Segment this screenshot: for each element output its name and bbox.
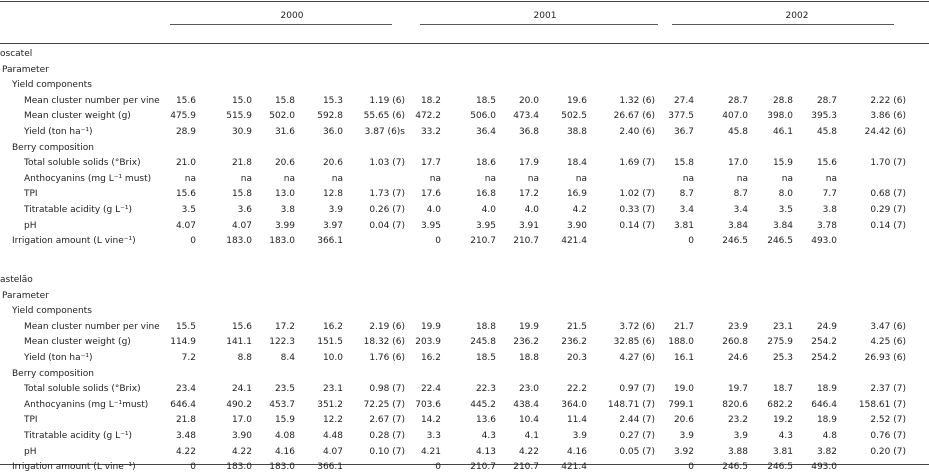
table-cell: 0.68 (7) <box>870 189 906 200</box>
table-cell: 19.0 <box>673 384 694 395</box>
table-cell: 3.97 <box>322 220 343 231</box>
table-cell: na <box>682 173 694 184</box>
table-cell: 3.84 <box>727 220 748 231</box>
table-cell: 15.9 <box>772 158 793 169</box>
table-cell: 3.5 <box>181 205 196 215</box>
row-label: Mean cluster weight (g) <box>24 337 131 348</box>
table-cell: 4.22 <box>518 446 539 457</box>
table-cell: 15.8 <box>274 95 295 106</box>
table-cell: 0.05 (7) <box>619 446 655 457</box>
table-cell: 183.0 <box>226 462 252 473</box>
table-cell: 4.13 <box>475 446 496 457</box>
table-cell: 19.6 <box>566 95 587 106</box>
table-cell: 445.2 <box>470 399 496 410</box>
table-cell: 18.9 <box>816 415 837 426</box>
table-cell: 24.6 <box>727 353 748 363</box>
table-cell: 0.20 (7) <box>870 446 906 457</box>
table-cell: 398.0 <box>767 111 793 122</box>
table-cell: 19.9 <box>420 321 441 332</box>
table-cell: 472.2 <box>415 111 441 122</box>
table-cell: 8.7 <box>733 189 748 200</box>
header-rule <box>0 43 929 44</box>
row-label: TPI <box>24 189 38 200</box>
table-cell: 16.2 <box>322 321 343 332</box>
table-cell: 4.22 <box>231 446 252 457</box>
table-cell: 72.25 (7) <box>363 399 405 410</box>
table-cell: 592.8 <box>317 111 343 122</box>
row-label: Total soluble solids (°Brix) <box>24 384 141 395</box>
table-cell: 25.3 <box>772 353 793 363</box>
table-cell: na <box>184 173 196 184</box>
table-cell: 31.6 <box>274 127 295 137</box>
table-cell: 45.8 <box>816 127 837 137</box>
table-cell: 21.5 <box>566 321 587 332</box>
table-cell: na <box>736 173 748 184</box>
table-cell: 246.5 <box>722 236 748 247</box>
table-cell: 3.8 <box>280 205 295 215</box>
table-cell: 475.9 <box>170 111 196 122</box>
table-cell: 8.4 <box>280 353 295 363</box>
table-cell: 210.7 <box>513 236 539 247</box>
table-cell: 8.0 <box>778 189 793 200</box>
table-cell: 15.6 <box>175 189 196 200</box>
table-cell: 22.2 <box>566 384 587 395</box>
table-cell: 0.26 (7) <box>369 205 405 215</box>
parameter-label: Parameter <box>2 290 49 301</box>
table-cell: 12.2 <box>322 415 343 426</box>
table-cell: 236.2 <box>513 337 539 348</box>
group-label: Berry composition <box>12 368 95 379</box>
table-cell: 1.76 (6) <box>369 353 405 363</box>
table-cell: 246.5 <box>722 462 748 473</box>
table-cell: 3.87 (6)s <box>364 127 405 137</box>
table-cell: 24.1 <box>231 384 252 395</box>
table-cell: 28.7 <box>816 95 837 106</box>
row-label: Titratable acidity (g L⁻¹) <box>24 431 132 441</box>
table-cell: 3.47 (6) <box>870 321 906 332</box>
table-cell: 3.78 <box>816 220 837 231</box>
table-cell: 0 <box>688 236 694 247</box>
table-cell: 0.29 (7) <box>870 205 906 215</box>
table-cell: 3.48 <box>175 431 196 441</box>
table-cell: 15.3 <box>322 95 343 106</box>
table-cell: 3.82 <box>816 446 837 457</box>
table-cell: 19.7 <box>727 384 748 395</box>
table-cell: 275.9 <box>767 337 793 348</box>
table-cell: 17.2 <box>518 189 539 200</box>
table-cell: 19.2 <box>772 415 793 426</box>
table-cell: 188.0 <box>668 337 694 348</box>
table-cell: 4.07 <box>231 220 252 231</box>
table-cell: 246.5 <box>767 462 793 473</box>
table-cell: 23.1 <box>322 384 343 395</box>
table-cell: 24.9 <box>816 321 837 332</box>
table-cell: 20.0 <box>518 95 539 106</box>
year-header: 2000 <box>280 11 304 21</box>
table-cell: 18.5 <box>475 353 496 363</box>
table-cell: 0 <box>435 236 441 247</box>
table-cell: 236.2 <box>561 337 587 348</box>
row-label: Titratable acidity (g L⁻¹) <box>24 205 132 215</box>
table-cell: 0.04 (7) <box>369 220 405 231</box>
table-cell: 4.07 <box>175 220 196 231</box>
table-cell: 366.1 <box>317 462 343 473</box>
table-cell: 18.8 <box>518 353 539 363</box>
table-cell: 3.4 <box>679 205 694 215</box>
table-cell: 14.2 <box>420 415 441 426</box>
table-cell: 16.9 <box>566 189 587 200</box>
table-cell: 23.4 <box>175 384 196 395</box>
table-cell: 7.2 <box>181 353 196 363</box>
table-cell: 38.8 <box>566 127 587 137</box>
table-cell: 12.8 <box>322 189 343 200</box>
table-cell: 3.4 <box>733 205 748 215</box>
table-cell: 4.25 (6) <box>870 337 906 348</box>
table-cell: 3.9 <box>679 431 694 441</box>
table-cell: 15.0 <box>231 95 252 106</box>
table-cell: na <box>781 173 793 184</box>
table-cell: 3.5 <box>778 205 793 215</box>
table-cell: 4.0 <box>524 205 539 215</box>
table-cell: 18.7 <box>772 384 793 395</box>
table-cell: 23.2 <box>727 415 748 426</box>
table-cell: 2.40 (6) <box>619 127 655 137</box>
table-cell: 10.0 <box>322 353 343 363</box>
table-cell: 46.1 <box>772 127 793 137</box>
table-cell: 158.61 (7) <box>858 399 906 410</box>
table-cell: 1.70 (7) <box>870 158 906 169</box>
table-cell: 23.9 <box>727 321 748 332</box>
table-cell: 4.48 <box>322 431 343 441</box>
table-cell: 28.9 <box>175 127 196 137</box>
table-cell: 210.7 <box>470 236 496 247</box>
table-cell: 3.9 <box>733 431 748 441</box>
table-cell: 0.98 (7) <box>369 384 405 395</box>
table-cell: 0.10 (7) <box>369 446 405 457</box>
table-cell: 4.16 <box>274 446 295 457</box>
table-cell: 210.7 <box>513 462 539 473</box>
table-cell: 3.95 <box>475 220 496 231</box>
row-label: pH <box>24 220 37 231</box>
table-cell: 377.5 <box>668 111 694 122</box>
table-cell: 15.9 <box>274 415 295 426</box>
group-label: Yield components <box>12 306 92 317</box>
row-label: Mean cluster number per vine <box>24 321 160 332</box>
year-header: 2001 <box>533 11 557 21</box>
table-cell: 16.1 <box>673 353 694 363</box>
table-cell: 183.0 <box>269 462 295 473</box>
table-cell: 3.92 <box>673 446 694 457</box>
table-cell: 20.6 <box>673 415 694 426</box>
table-cell: 3.84 <box>772 220 793 231</box>
table-cell: na <box>575 173 587 184</box>
table-cell: 36.8 <box>518 127 539 137</box>
row-label: Anthocyanins (mg L⁻¹ must) <box>24 173 152 184</box>
table-cell: 15.6 <box>231 321 252 332</box>
row-label: Anthocyanins (mg L⁻¹must) <box>24 399 149 410</box>
table-cell: 646.4 <box>170 399 196 410</box>
row-label: Irrigation amount (L vine⁻¹) <box>12 462 136 473</box>
table-cell: 2.22 (6) <box>870 95 906 106</box>
table-cell: 1.32 (6) <box>619 95 655 106</box>
row-label: Irrigation amount (L vine⁻¹) <box>12 236 136 247</box>
table-cell: 0 <box>190 462 196 473</box>
table-cell: 141.1 <box>226 337 252 348</box>
table-cell: 4.08 <box>274 431 295 441</box>
table-cell: 0.28 (7) <box>369 431 405 441</box>
table-cell: 0 <box>190 236 196 247</box>
table-cell: 4.16 <box>566 446 587 457</box>
table-cell: 2.44 (7) <box>619 415 655 426</box>
table-cell: 17.0 <box>727 158 748 169</box>
table-cell: 15.6 <box>816 158 837 169</box>
table-cell: 13.0 <box>274 189 295 200</box>
table-cell: 4.1 <box>524 431 539 441</box>
table-cell: 18.9 <box>816 384 837 395</box>
table-cell: 16.2 <box>420 353 441 363</box>
table-cell: 0 <box>688 462 694 473</box>
top-rule <box>0 1 929 2</box>
table-cell: 4.07 <box>322 446 343 457</box>
table-cell: 799.1 <box>668 399 694 410</box>
table-cell: 3.8 <box>822 205 837 215</box>
table-cell: 17.0 <box>231 415 252 426</box>
table-cell: 22.3 <box>475 384 496 395</box>
table-cell: 33.2 <box>420 127 441 137</box>
table-cell: 3.90 <box>566 220 587 231</box>
table-cell: 395.3 <box>811 111 837 122</box>
table-cell: 21.7 <box>673 321 694 332</box>
table-cell: 438.4 <box>513 399 539 410</box>
table-cell: 30.9 <box>231 127 252 137</box>
table-cell: na <box>240 173 252 184</box>
table-cell: 515.9 <box>226 111 252 122</box>
table-cell: 502.5 <box>561 111 587 122</box>
table-cell: 15.6 <box>175 95 196 106</box>
row-label: Yield (ton ha⁻¹) <box>24 353 93 363</box>
table-cell: 24.42 (6) <box>864 127 906 137</box>
table-cell: 3.3 <box>426 431 441 441</box>
table-cell: 17.7 <box>420 158 441 169</box>
table-cell: 32.85 (6) <box>613 337 655 348</box>
table-cell: 17.9 <box>518 158 539 169</box>
table-cell: 21.0 <box>175 158 196 169</box>
table-cell: 27.4 <box>673 95 694 106</box>
table-cell: 18.8 <box>475 321 496 332</box>
year-header: 2002 <box>785 11 809 21</box>
table-cell: 15.5 <box>175 321 196 332</box>
table-cell: 22.4 <box>420 384 441 395</box>
table-cell: 10.4 <box>518 415 539 426</box>
table-cell: 3.91 <box>518 220 539 231</box>
variety-label: astelão <box>0 275 33 285</box>
table-cell: 28.7 <box>727 95 748 106</box>
table-cell: 183.0 <box>269 236 295 247</box>
table-cell: 1.02 (7) <box>619 189 655 200</box>
table-cell: 2.67 (7) <box>369 415 405 426</box>
table-cell: 55.65 (6) <box>363 111 405 122</box>
table-cell: 21.8 <box>231 158 252 169</box>
table-cell: 364.0 <box>561 399 587 410</box>
table-cell: 7.7 <box>822 189 837 200</box>
table-cell: 3.6 <box>237 205 252 215</box>
table-cell: 3.9 <box>572 431 587 441</box>
table-cell: 11.4 <box>566 415 587 426</box>
table-cell: 19.9 <box>518 321 539 332</box>
table-cell: 4.27 (6) <box>619 353 655 363</box>
table-cell: 20.6 <box>274 158 295 169</box>
table-cell: 1.03 (7) <box>369 158 405 169</box>
table-cell: 4.3 <box>481 431 496 441</box>
table-cell: 473.4 <box>513 111 539 122</box>
table-cell: 203.9 <box>415 337 441 348</box>
table-cell: 8.7 <box>679 189 694 200</box>
table-cell: 366.1 <box>317 236 343 247</box>
table-cell: 20.6 <box>322 158 343 169</box>
table-cell: 0.14 (7) <box>870 220 906 231</box>
row-label: Mean cluster number per vine <box>24 95 160 106</box>
table-cell: 3.81 <box>673 220 694 231</box>
table-cell: 8.8 <box>237 353 252 363</box>
table-cell: 254.2 <box>811 337 837 348</box>
table-cell: 17.2 <box>274 321 295 332</box>
table-cell: 18.5 <box>475 95 496 106</box>
table-cell: 36.7 <box>673 127 694 137</box>
table-cell: 4.8 <box>822 431 837 441</box>
table-cell: 36.0 <box>322 127 343 137</box>
table-cell: 4.21 <box>420 446 441 457</box>
table-cell: 26.93 (6) <box>864 353 906 363</box>
table-cell: 18.2 <box>420 95 441 106</box>
row-label: Total soluble solids (°Brix) <box>24 158 141 169</box>
table-cell: 183.0 <box>226 236 252 247</box>
table-cell: 23.1 <box>772 321 793 332</box>
table-cell: 26.67 (6) <box>613 111 655 122</box>
table-cell: 254.2 <box>811 353 837 363</box>
table-cell: na <box>527 173 539 184</box>
table-cell: na <box>484 173 496 184</box>
table-cell: 210.7 <box>470 462 496 473</box>
table-cell: 703.6 <box>415 399 441 410</box>
table-cell: na <box>825 173 837 184</box>
table-cell: 4.22 <box>175 446 196 457</box>
table-cell: 20.3 <box>566 353 587 363</box>
table-cell: 28.8 <box>772 95 793 106</box>
table-cell: na <box>331 173 343 184</box>
row-label: pH <box>24 446 37 457</box>
table-cell: 18.6 <box>475 158 496 169</box>
table-cell: 45.8 <box>727 127 748 137</box>
table-cell: 21.8 <box>175 415 196 426</box>
table-cell: 151.5 <box>317 337 343 348</box>
table-cell: 421.4 <box>561 462 587 473</box>
parameter-label: Parameter <box>2 64 49 75</box>
table-cell: 407.0 <box>722 111 748 122</box>
table-cell: 490.2 <box>226 399 252 410</box>
table-cell: 23.0 <box>518 384 539 395</box>
year-spanner-rule <box>672 24 894 25</box>
table-cell: 3.86 (6) <box>870 111 906 122</box>
table-cell: 3.9 <box>328 205 343 215</box>
table-cell: 18.32 (6) <box>363 337 405 348</box>
table-cell: 17.6 <box>420 189 441 200</box>
table-cell: 1.69 (7) <box>619 158 655 169</box>
table-cell: 3.72 (6) <box>619 321 655 332</box>
table-cell: 0.14 (7) <box>619 220 655 231</box>
table-cell: 260.8 <box>722 337 748 348</box>
table-cell: 2.52 (7) <box>870 415 906 426</box>
year-spanner-rule <box>170 24 392 25</box>
table-cell: 2.37 (7) <box>870 384 906 395</box>
row-label: Mean cluster weight (g) <box>24 111 131 122</box>
table-cell: 682.2 <box>767 399 793 410</box>
row-label: Yield (ton ha⁻¹) <box>24 127 93 137</box>
table-cell: 0.76 (7) <box>870 431 906 441</box>
table-cell: 245.8 <box>470 337 496 348</box>
table-cell: 15.8 <box>673 158 694 169</box>
table-cell: 493.0 <box>811 236 837 247</box>
table-cell: 453.7 <box>269 399 295 410</box>
table-cell: 1.19 (6) <box>369 95 405 106</box>
table-cell: 18.4 <box>566 158 587 169</box>
table-cell: 246.5 <box>767 236 793 247</box>
table-cell: 122.3 <box>269 337 295 348</box>
table-cell: 13.6 <box>475 415 496 426</box>
table-cell: 3.88 <box>727 446 748 457</box>
group-label: Yield components <box>12 80 92 91</box>
table-cell: 646.4 <box>811 399 837 410</box>
table-cell: 114.9 <box>170 337 196 348</box>
table-cell: 2.19 (6) <box>369 321 405 332</box>
table-cell: 16.8 <box>475 189 496 200</box>
table-cell: 4.2 <box>572 205 587 215</box>
year-spanner-rule <box>420 24 658 25</box>
table-cell: 1.73 (7) <box>369 189 405 200</box>
table-cell: 3.81 <box>772 446 793 457</box>
table-cell: 493.0 <box>811 462 837 473</box>
table-cell: 351.2 <box>317 399 343 410</box>
table-cell: 15.8 <box>231 189 252 200</box>
table-cell: 36.4 <box>475 127 496 137</box>
table-cell: 23.5 <box>274 384 295 395</box>
table-cell: 0.33 (7) <box>619 205 655 215</box>
table-cell: 4.0 <box>426 205 441 215</box>
group-label: Berry composition <box>12 142 95 153</box>
table-cell: 506.0 <box>470 111 496 122</box>
table-cell: 820.6 <box>722 399 748 410</box>
table-cell: 0.27 (7) <box>619 431 655 441</box>
row-label: TPI <box>24 415 38 426</box>
table-cell: 148.71 (7) <box>607 399 655 410</box>
table-cell: 3.95 <box>420 220 441 231</box>
variety-label: oscatel <box>0 49 33 59</box>
table-cell: 0.97 (7) <box>619 384 655 395</box>
table-cell: na <box>429 173 441 184</box>
table-cell: 4.3 <box>778 431 793 441</box>
table-cell: 3.90 <box>231 431 252 441</box>
table-cell: 3.99 <box>274 220 295 231</box>
table-cell: 502.0 <box>269 111 295 122</box>
table-cell: 421.4 <box>561 236 587 247</box>
table-cell: 4.0 <box>481 205 496 215</box>
table-cell: 0 <box>435 462 441 473</box>
table-cell: na <box>283 173 295 184</box>
